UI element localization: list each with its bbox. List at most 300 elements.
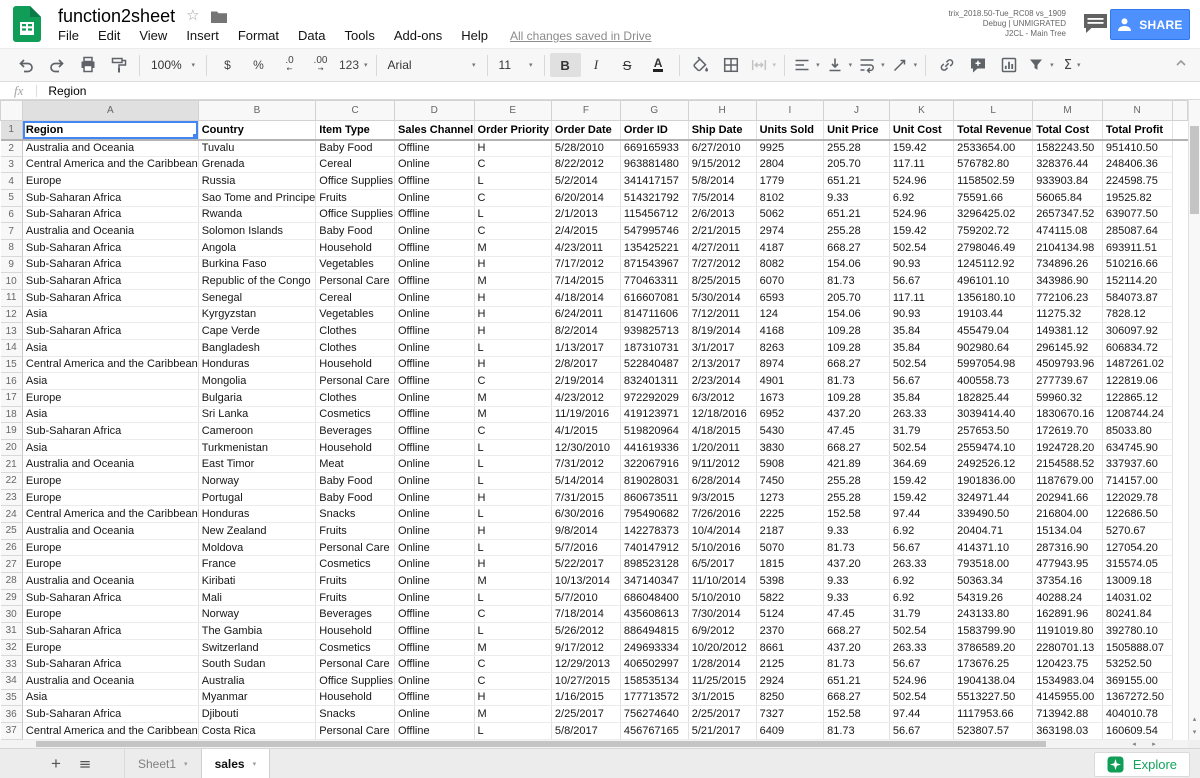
cell-A36[interactable]: Sub-Saharan Africa: [22, 706, 198, 723]
row-header-1[interactable]: 1: [1, 121, 23, 140]
cell-J30[interactable]: 47.45: [824, 606, 890, 623]
cell-N5[interactable]: 19525.82: [1102, 189, 1172, 206]
cell-H21[interactable]: 9/11/2012: [688, 456, 756, 473]
cell-D2[interactable]: Offline: [394, 140, 474, 157]
cell-A23[interactable]: Europe: [22, 489, 198, 506]
cell-N29[interactable]: 14031.02: [1102, 589, 1172, 606]
cell-A3[interactable]: Central America and the Caribbean: [22, 156, 198, 173]
cell-K25[interactable]: 6.92: [889, 523, 953, 540]
row-header-18[interactable]: 18: [1, 406, 23, 423]
cell-I7[interactable]: 2974: [756, 223, 824, 240]
cell-H26[interactable]: 5/10/2016: [688, 539, 756, 556]
cell-G8[interactable]: 135425221: [620, 239, 688, 256]
cell-I8[interactable]: 4187: [756, 239, 824, 256]
cell-F6[interactable]: 2/1/2013: [551, 206, 620, 223]
cell-K31[interactable]: 502.54: [889, 623, 953, 640]
cell-B14[interactable]: Bangladesh: [198, 339, 316, 356]
cell-E35[interactable]: H: [474, 689, 551, 706]
cell-I28[interactable]: 5398: [756, 573, 824, 590]
row-header-16[interactable]: 16: [1, 373, 23, 390]
cell-M1[interactable]: Total Cost: [1033, 121, 1103, 140]
cell-B35[interactable]: Myanmar: [198, 689, 316, 706]
cell-J11[interactable]: 205.70: [824, 289, 890, 306]
cell-G18[interactable]: 419123971: [620, 406, 688, 423]
cell-J34[interactable]: 651.21: [824, 673, 890, 690]
cell-C8[interactable]: Household: [316, 239, 395, 256]
cell-H5[interactable]: 7/5/2014: [688, 189, 756, 206]
cell-G15[interactable]: 522840487: [620, 356, 688, 373]
cell-L1[interactable]: Total Revenue: [954, 121, 1033, 140]
column-header-F[interactable]: F: [551, 101, 620, 121]
cell-F28[interactable]: 10/13/2014: [551, 573, 620, 590]
cell-H8[interactable]: 4/27/2011: [688, 239, 756, 256]
cell-H12[interactable]: 7/12/2011: [688, 306, 756, 323]
cell-H3[interactable]: 9/15/2012: [688, 156, 756, 173]
cell-F35[interactable]: 1/16/2015: [551, 689, 620, 706]
cell-E32[interactable]: M: [474, 639, 551, 656]
cell-E36[interactable]: M: [474, 706, 551, 723]
cell-M16[interactable]: 277739.67: [1033, 373, 1103, 390]
cell-K7[interactable]: 159.42: [889, 223, 953, 240]
cell-M10[interactable]: 343986.90: [1033, 273, 1103, 290]
cell-L9[interactable]: 1245112.92: [954, 256, 1033, 273]
row-header-29[interactable]: 29: [1, 589, 23, 606]
cell-E24[interactable]: L: [474, 506, 551, 523]
cell-N24[interactable]: 122686.50: [1102, 506, 1172, 523]
cell-I25[interactable]: 2187: [756, 523, 824, 540]
cell-I27[interactable]: 1815: [756, 556, 824, 573]
cell-F14[interactable]: 1/13/2017: [551, 339, 620, 356]
cell-F29[interactable]: 5/7/2010: [551, 589, 620, 606]
cell-I26[interactable]: 5070: [756, 539, 824, 556]
cell-M35[interactable]: 4145955.00: [1033, 689, 1103, 706]
cell-E19[interactable]: C: [474, 423, 551, 440]
cell-B20[interactable]: Turkmenistan: [198, 439, 316, 456]
cell-J3[interactable]: 205.70: [824, 156, 890, 173]
cell-L35[interactable]: 5513227.50: [954, 689, 1033, 706]
scroll-left-button[interactable]: ◂: [1132, 740, 1136, 748]
cell-E17[interactable]: M: [474, 389, 551, 406]
cell-N23[interactable]: 122029.78: [1102, 489, 1172, 506]
cell-E33[interactable]: C: [474, 656, 551, 673]
cell-A10[interactable]: Sub-Saharan Africa: [22, 273, 198, 290]
cell-J22[interactable]: 255.28: [824, 473, 890, 490]
cell-L25[interactable]: 20404.71: [954, 523, 1033, 540]
cell-F20[interactable]: 12/30/2010: [551, 439, 620, 456]
cell-F37[interactable]: 5/8/2017: [551, 722, 620, 739]
cell-I12[interactable]: 124: [756, 306, 824, 323]
row-header-33[interactable]: 33: [1, 656, 23, 673]
cell-E37[interactable]: L: [474, 722, 551, 739]
cell-A4[interactable]: Europe: [22, 173, 198, 190]
cell-D33[interactable]: Offline: [394, 656, 474, 673]
cell-B11[interactable]: Senegal: [198, 289, 316, 306]
cell-K11[interactable]: 117.11: [889, 289, 953, 306]
cell-E21[interactable]: L: [474, 456, 551, 473]
move-to-folder-icon[interactable]: [211, 10, 227, 23]
cell-L8[interactable]: 2798046.49: [954, 239, 1033, 256]
cell-E25[interactable]: H: [474, 523, 551, 540]
cell-F15[interactable]: 2/8/2017: [551, 356, 620, 373]
cell-G34[interactable]: 158535134: [620, 673, 688, 690]
cell-E10[interactable]: M: [474, 273, 551, 290]
cell-H19[interactable]: 4/18/2015: [688, 423, 756, 440]
cell-K37[interactable]: 56.67: [889, 722, 953, 739]
cell-C37[interactable]: Personal Care: [316, 722, 395, 739]
scroll-up-button[interactable]: ▴: [1192, 714, 1197, 723]
cell-K13[interactable]: 35.84: [889, 323, 953, 340]
cell-B15[interactable]: Honduras: [198, 356, 316, 373]
cell-J7[interactable]: 255.28: [824, 223, 890, 240]
cell-D21[interactable]: Online: [394, 456, 474, 473]
cell-L3[interactable]: 576782.80: [954, 156, 1033, 173]
cell-N15[interactable]: 1487261.02: [1102, 356, 1172, 373]
column-header-G[interactable]: G: [620, 101, 688, 121]
column-header-K[interactable]: K: [889, 101, 953, 121]
menu-view[interactable]: View: [139, 28, 168, 43]
cell-I24[interactable]: 2225: [756, 506, 824, 523]
cell-B21[interactable]: East Timor: [198, 456, 316, 473]
cell-A12[interactable]: Asia: [22, 306, 198, 323]
merge-cells-button[interactable]: [747, 53, 780, 77]
cell-D22[interactable]: Online: [394, 473, 474, 490]
cell-B36[interactable]: Djibouti: [198, 706, 316, 723]
cell-N4[interactable]: 224598.75: [1102, 173, 1172, 190]
cell-J21[interactable]: 421.89: [824, 456, 890, 473]
formula-bar[interactable]: [0, 82, 1200, 100]
cell-K12[interactable]: 90.93: [889, 306, 953, 323]
cell-L16[interactable]: 400558.73: [954, 373, 1033, 390]
cell-C2[interactable]: Baby Food: [316, 140, 395, 157]
cell-C7[interactable]: Baby Food: [316, 223, 395, 240]
share-button[interactable]: [1110, 9, 1190, 40]
cell-N32[interactable]: 1505888.07: [1102, 639, 1172, 656]
cell-J15[interactable]: 668.27: [824, 356, 890, 373]
cell-H13[interactable]: 8/19/2014: [688, 323, 756, 340]
cell-G22[interactable]: 819028031: [620, 473, 688, 490]
cell-L34[interactable]: 1904138.04: [954, 673, 1033, 690]
cell-M14[interactable]: 296145.92: [1033, 339, 1103, 356]
cell-G20[interactable]: 441619336: [620, 439, 688, 456]
cell-N14[interactable]: 606834.72: [1102, 339, 1172, 356]
cell-J2[interactable]: 255.28: [824, 140, 890, 157]
cell-F33[interactable]: 12/29/2013: [551, 656, 620, 673]
cell-E18[interactable]: M: [474, 406, 551, 423]
cell-M29[interactable]: 40288.24: [1033, 589, 1103, 606]
cell-G13[interactable]: 939825713: [620, 323, 688, 340]
cell-E8[interactable]: M: [474, 239, 551, 256]
column-header-E[interactable]: E: [474, 101, 551, 121]
row-header-32[interactable]: 32: [1, 639, 23, 656]
vertical-scrollbar[interactable]: [1188, 100, 1200, 740]
cell-I29[interactable]: 5822: [756, 589, 824, 606]
cell-F17[interactable]: 4/23/2012: [551, 389, 620, 406]
cell-I15[interactable]: 8974: [756, 356, 824, 373]
cell-A7[interactable]: Australia and Oceania: [22, 223, 198, 240]
row-header-11[interactable]: 11: [1, 289, 23, 306]
cell-C22[interactable]: Baby Food: [316, 473, 395, 490]
cell-E23[interactable]: H: [474, 489, 551, 506]
cell-K4[interactable]: 524.96: [889, 173, 953, 190]
borders-button[interactable]: [716, 53, 747, 77]
cell-D15[interactable]: Offline: [394, 356, 474, 373]
cell-E7[interactable]: C: [474, 223, 551, 240]
row-header-8[interactable]: 8: [1, 239, 23, 256]
cell-B34[interactable]: Australia: [198, 673, 316, 690]
cell-K16[interactable]: 56.67: [889, 373, 953, 390]
row-header-5[interactable]: 5: [1, 189, 23, 206]
cell-E3[interactable]: C: [474, 156, 551, 173]
row-header-7[interactable]: 7: [1, 223, 23, 240]
add-sheet-button[interactable]: +: [51, 753, 61, 773]
cell-D8[interactable]: Offline: [394, 239, 474, 256]
cell-E34[interactable]: C: [474, 673, 551, 690]
cell-F10[interactable]: 7/14/2015: [551, 273, 620, 290]
cell-J16[interactable]: 81.73: [824, 373, 890, 390]
cell-I11[interactable]: 6593: [756, 289, 824, 306]
cell-B5[interactable]: Sao Tome and Principe: [198, 189, 316, 206]
cell-M11[interactable]: 772106.23: [1033, 289, 1103, 306]
cell-M23[interactable]: 202941.66: [1033, 489, 1103, 506]
cell-I22[interactable]: 7450: [756, 473, 824, 490]
cell-K1[interactable]: Unit Cost: [889, 121, 953, 140]
insert-chart-button[interactable]: [993, 53, 1024, 77]
cell-I31[interactable]: 2370: [756, 623, 824, 640]
cell-L20[interactable]: 2559474.10: [954, 439, 1033, 456]
scroll-down-button[interactable]: ▾: [1192, 727, 1197, 736]
cell-M37[interactable]: 363198.03: [1033, 722, 1103, 739]
cell-N11[interactable]: 584073.87: [1102, 289, 1172, 306]
cell-N36[interactable]: 404010.78: [1102, 706, 1172, 723]
cell-G9[interactable]: 871543967: [620, 256, 688, 273]
cell-C15[interactable]: Household: [316, 356, 395, 373]
text-rotation-button[interactable]: [888, 53, 921, 77]
cell-H1[interactable]: Ship Date: [688, 121, 756, 140]
cell-H16[interactable]: 2/23/2014: [688, 373, 756, 390]
cell-F34[interactable]: 10/27/2015: [551, 673, 620, 690]
cell-G35[interactable]: 177713572: [620, 689, 688, 706]
cell-G12[interactable]: 814711606: [620, 306, 688, 323]
row-header-22[interactable]: 22: [1, 473, 23, 490]
cell-H2[interactable]: 6/27/2010: [688, 140, 756, 157]
cell-G2[interactable]: 669165933: [620, 140, 688, 157]
cell-L37[interactable]: 523807.57: [954, 722, 1033, 739]
cell-G30[interactable]: 435608613: [620, 606, 688, 623]
cell-B27[interactable]: France: [198, 556, 316, 573]
cell-K5[interactable]: 6.92: [889, 189, 953, 206]
cell-L24[interactable]: 339490.50: [954, 506, 1033, 523]
cell-D25[interactable]: Online: [394, 523, 474, 540]
cell-D11[interactable]: Online: [394, 289, 474, 306]
cell-I37[interactable]: 6409: [756, 722, 824, 739]
cell-F25[interactable]: 9/8/2014: [551, 523, 620, 540]
menu-format[interactable]: Format: [237, 28, 279, 43]
select-all-corner[interactable]: [1, 101, 23, 121]
row-header-35[interactable]: 35: [1, 689, 23, 706]
cell-A6[interactable]: Sub-Saharan Africa: [22, 206, 198, 223]
cell-B25[interactable]: New Zealand: [198, 523, 316, 540]
cell-E30[interactable]: C: [474, 606, 551, 623]
cell-H7[interactable]: 2/21/2015: [688, 223, 756, 240]
format-currency-button[interactable]: $: [224, 58, 231, 72]
cell-L2[interactable]: 2533654.00: [954, 140, 1033, 157]
cell-K14[interactable]: 35.84: [889, 339, 953, 356]
cell-F19[interactable]: 4/1/2015: [551, 423, 620, 440]
filter-button[interactable]: [1024, 53, 1057, 77]
explore-button[interactable]: [1094, 752, 1190, 777]
column-header-B[interactable]: B: [198, 101, 316, 121]
cell-M15[interactable]: 4509793.96: [1033, 356, 1103, 373]
cell-M24[interactable]: 216804.00: [1033, 506, 1103, 523]
cell-I23[interactable]: 1273: [756, 489, 824, 506]
cell-B8[interactable]: Angola: [198, 239, 316, 256]
cell-M3[interactable]: 328376.44: [1033, 156, 1103, 173]
cell-H14[interactable]: 3/1/2017: [688, 339, 756, 356]
bold-button[interactable]: B: [550, 53, 581, 77]
cell-M32[interactable]: 2280701.13: [1033, 639, 1103, 656]
column-header-J[interactable]: J: [824, 101, 890, 121]
cell-A20[interactable]: Asia: [22, 439, 198, 456]
cell-F2[interactable]: 5/28/2010: [551, 140, 620, 157]
cell-C5[interactable]: Fruits: [316, 189, 395, 206]
cell-I17[interactable]: 1673: [756, 389, 824, 406]
cell-M2[interactable]: 1582243.50: [1033, 140, 1103, 157]
cell-L18[interactable]: 3039414.40: [954, 406, 1033, 423]
cell-K3[interactable]: 117.11: [889, 156, 953, 173]
cell-B18[interactable]: Sri Lanka: [198, 406, 316, 423]
cell-G27[interactable]: 898523128: [620, 556, 688, 573]
text-color-button[interactable]: A: [653, 56, 663, 70]
row-header-27[interactable]: 27: [1, 556, 23, 573]
functions-button[interactable]: Σ ▾: [1063, 57, 1081, 73]
cell-L12[interactable]: 19103.44: [954, 306, 1033, 323]
cell-M22[interactable]: 1187679.00: [1033, 473, 1103, 490]
cell-N37[interactable]: 160609.54: [1102, 722, 1172, 739]
cell-K22[interactable]: 159.42: [889, 473, 953, 490]
cell-N31[interactable]: 392780.10: [1102, 623, 1172, 640]
paint-format-button[interactable]: [103, 53, 134, 77]
cell-L19[interactable]: 257653.50: [954, 423, 1033, 440]
insert-link-button[interactable]: [931, 53, 962, 77]
cell-D28[interactable]: Online: [394, 573, 474, 590]
cell-H28[interactable]: 11/10/2014: [688, 573, 756, 590]
cell-I36[interactable]: 7327: [756, 706, 824, 723]
cell-L30[interactable]: 243133.80: [954, 606, 1033, 623]
cell-K35[interactable]: 502.54: [889, 689, 953, 706]
cell-N12[interactable]: 7828.12: [1102, 306, 1172, 323]
cell-K19[interactable]: 31.79: [889, 423, 953, 440]
cell-I21[interactable]: 5908: [756, 456, 824, 473]
row-header-30[interactable]: 30: [1, 606, 23, 623]
cell-D29[interactable]: Online: [394, 589, 474, 606]
column-header-M[interactable]: M: [1033, 101, 1103, 121]
cell-E16[interactable]: C: [474, 373, 551, 390]
cell-H23[interactable]: 9/3/2015: [688, 489, 756, 506]
cell-I5[interactable]: 8102: [756, 189, 824, 206]
cell-G29[interactable]: 686048400: [620, 589, 688, 606]
cell-C19[interactable]: Beverages: [316, 423, 395, 440]
cell-L10[interactable]: 496101.10: [954, 273, 1033, 290]
print-button[interactable]: [72, 53, 103, 77]
cell-B37[interactable]: Costa Rica: [198, 722, 316, 739]
cell-C10[interactable]: Personal Care: [316, 273, 395, 290]
cell-H33[interactable]: 1/28/2014: [688, 656, 756, 673]
cell-D4[interactable]: Offline: [394, 173, 474, 190]
cell-C11[interactable]: Cereal: [316, 289, 395, 306]
cell-I32[interactable]: 8661: [756, 639, 824, 656]
cell-D23[interactable]: Online: [394, 489, 474, 506]
cell-C29[interactable]: Fruits: [316, 589, 395, 606]
column-header-N[interactable]: N: [1102, 101, 1172, 121]
cell-N34[interactable]: 369155.00: [1102, 673, 1172, 690]
cell-N28[interactable]: 13009.18: [1102, 573, 1172, 590]
cell-C17[interactable]: Clothes: [316, 389, 395, 406]
cell-F27[interactable]: 5/22/2017: [551, 556, 620, 573]
row-header-17[interactable]: 17: [1, 389, 23, 406]
cell-H9[interactable]: 7/27/2012: [688, 256, 756, 273]
cell-M8[interactable]: 2104134.98: [1033, 239, 1103, 256]
sheet-tab-sheet1[interactable]: [124, 749, 202, 778]
cell-H30[interactable]: 7/30/2014: [688, 606, 756, 623]
row-header-23[interactable]: 23: [1, 489, 23, 506]
cell-J17[interactable]: 109.28: [824, 389, 890, 406]
cell-H24[interactable]: 7/26/2016: [688, 506, 756, 523]
cell-I14[interactable]: 8263: [756, 339, 824, 356]
cell-H4[interactable]: 5/8/2014: [688, 173, 756, 190]
cell-F12[interactable]: 6/24/2011: [551, 306, 620, 323]
cell-N35[interactable]: 1367272.50: [1102, 689, 1172, 706]
cell-G23[interactable]: 860673511: [620, 489, 688, 506]
cell-C21[interactable]: Meat: [316, 456, 395, 473]
cell-L31[interactable]: 1583799.90: [954, 623, 1033, 640]
cell-D30[interactable]: Offline: [394, 606, 474, 623]
cell-G6[interactable]: 115456712: [620, 206, 688, 223]
cell-G31[interactable]: 886494815: [620, 623, 688, 640]
cell-H34[interactable]: 11/25/2015: [688, 673, 756, 690]
cell-N27[interactable]: 315574.05: [1102, 556, 1172, 573]
cell-N26[interactable]: 127054.20: [1102, 539, 1172, 556]
horizontal-scrollbar-thumb[interactable]: [36, 741, 1046, 747]
cell-F21[interactable]: 7/31/2012: [551, 456, 620, 473]
cell-B2[interactable]: Tuvalu: [198, 140, 316, 157]
cell-I34[interactable]: 2924: [756, 673, 824, 690]
cell-K2[interactable]: 159.42: [889, 140, 953, 157]
cell-I13[interactable]: 4168: [756, 323, 824, 340]
cell-G1[interactable]: Order ID: [620, 121, 688, 140]
cell-L5[interactable]: 75591.66: [954, 189, 1033, 206]
cell-D20[interactable]: Offline: [394, 439, 474, 456]
cell-M30[interactable]: 162891.96: [1033, 606, 1103, 623]
cell-L36[interactable]: 1117953.66: [954, 706, 1033, 723]
cell-E29[interactable]: L: [474, 589, 551, 606]
cell-I6[interactable]: 5062: [756, 206, 824, 223]
cell-A35[interactable]: Asia: [22, 689, 198, 706]
cell-K18[interactable]: 263.33: [889, 406, 953, 423]
cell-K33[interactable]: 56.67: [889, 656, 953, 673]
star-icon[interactable]: ☆: [186, 6, 200, 24]
cell-C24[interactable]: Snacks: [316, 506, 395, 523]
cell-K26[interactable]: 56.67: [889, 539, 953, 556]
cell-F24[interactable]: 6/30/2016: [551, 506, 620, 523]
cell-J37[interactable]: 81.73: [824, 722, 890, 739]
cell-A24[interactable]: Central America and the Caribbean: [22, 506, 198, 523]
menu-data[interactable]: Data: [298, 28, 326, 43]
cell-C25[interactable]: Fruits: [316, 523, 395, 540]
cell-C6[interactable]: Office Supplies: [316, 206, 395, 223]
cell-I4[interactable]: 1779: [756, 173, 824, 190]
cell-L11[interactable]: 1356180.10: [954, 289, 1033, 306]
cell-L33[interactable]: 173676.25: [954, 656, 1033, 673]
